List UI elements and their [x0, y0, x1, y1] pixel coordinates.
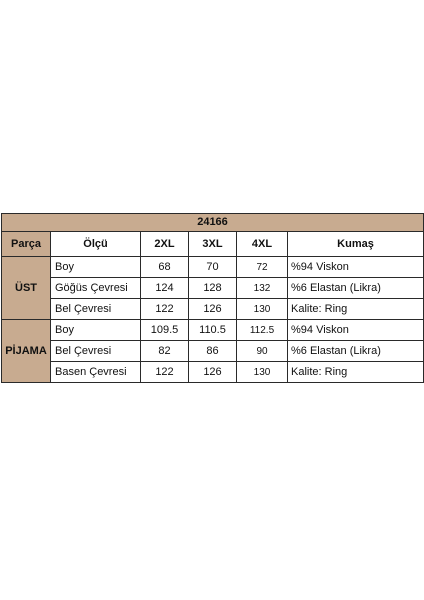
value-2xl: 122: [141, 299, 189, 320]
header-row: [2, 232, 424, 257]
table-row: [2, 257, 424, 278]
measure-label: Bel Çevresi: [51, 299, 141, 320]
value-3xl: 110.5: [189, 320, 237, 341]
fabric-info: %6 Elastan (Likra): [288, 278, 424, 299]
header-parca: Parça: [2, 232, 51, 257]
value-3xl: 70: [189, 257, 237, 278]
group-label-pijama: PİJAMA: [2, 320, 51, 383]
header-olcu: Ölçü: [51, 232, 141, 257]
table-row: [2, 278, 424, 299]
value-4xl: 132: [237, 278, 288, 299]
table-row: [2, 320, 424, 341]
measure-label: Bel Çevresi: [51, 341, 141, 362]
fabric-info: %94 Viskon: [288, 320, 424, 341]
value-2xl: 68: [141, 257, 189, 278]
header-size-4xl: 4XL: [237, 232, 288, 257]
table-title: 24166: [2, 214, 424, 232]
value-4xl: 112.5: [237, 320, 288, 341]
value-3xl: 86: [189, 341, 237, 362]
value-4xl: 130: [237, 362, 288, 383]
value-2xl: 122: [141, 362, 189, 383]
measure-label: Boy: [51, 257, 141, 278]
value-3xl: 126: [189, 362, 237, 383]
value-2xl: 124: [141, 278, 189, 299]
value-4xl: 72: [237, 257, 288, 278]
value-3xl: 126: [189, 299, 237, 320]
value-4xl: 90: [237, 341, 288, 362]
title-row: [2, 214, 424, 232]
value-3xl: 128: [189, 278, 237, 299]
value-4xl: 130: [237, 299, 288, 320]
header-size-3xl: 3XL: [189, 232, 237, 257]
size-chart-table: [1, 213, 424, 383]
measure-label: Boy: [51, 320, 141, 341]
header-kumas: Kumaş: [288, 232, 424, 257]
fabric-info: %6 Elastan (Likra): [288, 341, 424, 362]
group-label-ust: ÜST: [2, 257, 51, 320]
fabric-info: %94 Viskon: [288, 257, 424, 278]
table-row: [2, 341, 424, 362]
measure-label: Basen Çevresi: [51, 362, 141, 383]
measure-label: Göğüs Çevresi: [51, 278, 141, 299]
fabric-info: Kalite: Ring: [288, 362, 424, 383]
table-row: [2, 362, 424, 383]
value-2xl: 82: [141, 341, 189, 362]
table-row: [2, 299, 424, 320]
fabric-info: Kalite: Ring: [288, 299, 424, 320]
value-2xl: 109.5: [141, 320, 189, 341]
header-size-2xl: 2XL: [141, 232, 189, 257]
